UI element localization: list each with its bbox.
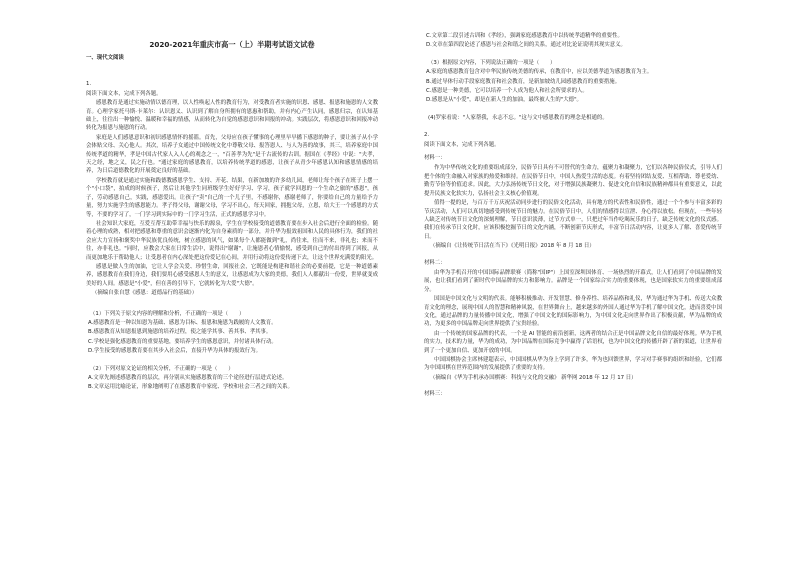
- question-1-2-stem: （2）下列对原文论证的相关分析，不正确的一项是（ ）: [90, 365, 234, 372]
- exam-title: 2020-2021年重庆市高一（上）半期考试语文试卷: [149, 40, 315, 49]
- material-1-source: （摘编自《让传统节日活在当下》《光明日报》2018 年 8 月 18 日）: [430, 243, 595, 250]
- question-2-number: 2.: [424, 132, 430, 139]
- question-1-2-option-d[interactable]: D.文章在第四段论述了感恩与社会和谐之间的关系，通过对比论证说明其现实意义。: [426, 42, 626, 49]
- question-1-number: 1.: [86, 81, 92, 88]
- material-1-paragraph-1: 作为中华传统文化的重要组成部分，民俗节日具有不可替代的生命力，蕴聚力和凝聚力，它们以各种民俗仪式，引导人们把个体的生命融入对家族的热爱和维持。在民俗节日中，中国人热爱生活的态度。有着坚持团结友爱、互相帮助、尊老爱幼、勤劳节俭等价值追求。因此，大力弘扬传统节日文化，对于增强民族凝聚力、促进文化自信和民族精神都具有重要意义，以此提升民族文化软实力，弘扬社会主义核心价值观。: [424, 165, 722, 197]
- question-1-instruction: 阅读下面文本，完成下列各题。: [86, 90, 162, 97]
- passage-1-source: （摘编自张自慧《感恩：道德品行的基础》）: [92, 290, 198, 297]
- passage-1-paragraph-1: 感恩教育是通过实施动情以德育理，以人性唤起人性的教育行为，对受教育者实施的识恩、感恩、报恩和施恩的人文教育。心理学家托马斯·卡莱尔：认识恩义、认识到了解自身所拥有的恩惠和帮助，并有内心产生认同，感恩归宗，在认知基础上，往往出一种愉悦、温暖和幸福的情感，从而转化为自觉的感恩意识和回报的冲动。实践层次，将感恩意识和回报冲动转化为报恩与施恩的行动。: [86, 100, 378, 132]
- section-heading-reading: 一、现代文阅读: [86, 55, 124, 61]
- question-1-1-option-c[interactable]: C.学校是强化感恩教育的重要基地，要培养学生的感恩意识，并付诸具体行动。: [88, 338, 277, 345]
- right-column: [424, 0, 722, 562]
- question-1-1-option-b[interactable]: B.感恩教育从知恩报恩到施恩的培养过程，使之能学其事、善其事、孝其事。: [88, 329, 272, 336]
- material-3-label: 材料三：: [424, 391, 446, 398]
- question-1-3-option-a[interactable]: A.家庭的感恩教育包含对中华民族传统美德的传承，在教育中，应以美德孝道为感恩教育为主。: [426, 69, 653, 76]
- question-1-2-option-a[interactable]: A.文章先阐述感恩教育的层次，再分别从实施感恩教育的三个途径进行层进式论述。: [88, 375, 288, 381]
- question-1-1-stem: （1）下列关于原文内容的理解和分析，不正确的一项是（ ）: [90, 310, 245, 317]
- material-2-source: （摘编自《华为手机承办国棋赛：科技与文化的交融》 新华网 2018 年 12 月 17 日）: [430, 374, 637, 381]
- left-column: [86, 0, 378, 562]
- material-2-label: 材料二：: [424, 259, 446, 266]
- material-1-paragraph-2: 值得一提的是，与百万千万庆祝活动同步进行的民俗文化活动，具有地方的代表性和民俗性，通过一个个参与丰富多彩的节庆活动，人们可以真切地感受到传统节日的魅力。在民俗节日中，人们的情感得以宣泄、身心得以放松。但现在，一些年轻人缺乏对传统节日文化的深刻理解，节日意识淡薄，过节方式单一，只把过年当作吃喝玩乐的日子，缺乏传统文化的仪式感。我们在传承节日文化时，应该积极挖掘节日的文化内涵，不断创新节庆形式，丰富节日活动内容，让更多人了解、喜爱传统节日。: [424, 200, 722, 240]
- question-1-1-option-a[interactable]: A.感恩教育是一种以知恩为基础、感恩为目标、报恩和施恩为践履的人文教育。: [88, 319, 277, 326]
- question-1-3-option-c[interactable]: C.感恩是一种美德，它可以培养一个人成为他人和社会所要求的人。: [426, 88, 588, 95]
- question-2-instruction: 阅读下面文本，完成下列各题。: [424, 141, 500, 148]
- passage-1-paragraph-3: 学校教育就是通过实施和践德教感恩学生、支持、开花、结果，在新加坡的许多幼儿园，老师让每个孩子在班子上摆一个"小口袋"，拍成的时候孩子，然后让其他学生同班级学生好好学习、学习，孩子就学回恩的一个生命之旅的"感恩"，孩子，劳动感恩自己，实践，感恩爱出。让孩子"卖"自己的一个儿子里，不感谢你，感谢老师了，你要给自己的力量给予力量，努力实施学生的感恩能力。孝子得父母，谢谢父母，学习不出心，每天回家，拥抱父母，立恩，给大王一个感恩的方式等，不要的学习了，一门学习到实际中的一门学习生活，正式的感恩学习中。: [86, 177, 378, 218]
- question-1-3-option-b[interactable]: B.通过导体行动手段家庭教育和社会教育，是新加坡幼儿园感恩教育的重要措施。: [426, 78, 621, 85]
- material-1-label: 材料一：: [424, 155, 446, 162]
- passage-1-paragraph-4: 社会知识大家庭，互爱互帮互助带幸福与快乐的源泉，学生在学校接受的道德教育要在步入社会后进行全面的检验。随着心理的成熟，相对把感恩和尊重的意识会逐渐内化为自身素质的一部分，并升华为报效祖国和人民的具体行为，我们的社会应大力宣扬和褒奖中华民族优良传统，树立感恩的风气，如果每个人都能做到"礼，尚往来，往而不来，非礼也；来而不往，亦非礼也。"同时，应教会大家在日常生活中，说得出"谢谢"，让施恩者心情愉悦，感受到自己的付出得到了回报，从而更加地乐于帮助他人；让受恩者在内心深处把这份爱记在心间，并用行动将这份爱传递下去，让这个世界充满爱的阳光。: [86, 220, 378, 261]
- question-1-4-text: (4)罗家看说："人家帮我，永志不忘。"这与文中感恩教育的理念是相通的。: [428, 114, 608, 121]
- passage-1-paragraph-5: 感恩是做人生的加油，它让人学会关爱、珍惜生命，回报社会，它既能是构建和谐社会的必要前提，它是一种道德素养，感恩教育在我们身边，我们要用心感受感恩人生的意义，让感恩成为大家的美德，我们人人都献出一份爱，世界就变成美好的人间。感恩是"小爱"，但在善的引导下，它就转化为大爱"大德"。: [86, 263, 378, 287]
- material-2-paragraph-4: 中国国棋协会主席林建超表示，中国国棋从华为身上学到了许多，华为也回馈世界，学习对手赛事的组织和经验，它们都为中国国棋在世界范围内的发展提供了重要的支持。: [424, 357, 722, 372]
- material-2-paragraph-1: 由华为手机召开的中国国际品牌联赛（简称"国IP"）上国室深圳国体育、一场热烈的开幕式，让人们看到了中国品牌的发展，也让我们看到了新时代中国品牌的实力和影响力。品牌是一个国家综合实力的重要体现，也是国家软实力的重要组成部分。: [424, 269, 722, 293]
- question-1-2-option-b[interactable]: B.文章运用比喻论证，形象地阐明了在感恩教育中家庭、学校和社会三者之间的关系。: [88, 384, 293, 391]
- material-2-paragraph-3: 由一个传统的国家品牌的代表，一个是 AI 智能的前沿创新，这两者的结合正是中国品牌文化自信的最好体现。华为手机的实力，技术的力量，华为的成功，为中国品牌在国际竞争中赢得了话语权，也为中国文化的传播开辟了新的渠道，让世界看到了一个更加自信、更加开放的中国。: [424, 330, 722, 354]
- question-1-3-option-d[interactable]: D.感恩是从"小爱"，却是在新人生的加油，最终被人生的"大德"。: [426, 97, 582, 104]
- material-2-paragraph-2: 国国是中国文化与文明的代表。能够积极推动、开发智慧、修身养性、培养品格和礼仪，华为通过华为手机、传送大众教育文化的理念，展现中国人的智慧和精神风貌，在世界舞台上，越来越多的外国人通过华为手机了解中国文化，进而喜爱中国文化，通过品牌的力量传播中国文化，增强了中国文化的国际影响力，为中国文化走向世界作出了积极贡献，华为品牌的成功，为更多的中国品牌走向世界提供了宝贵经验。: [424, 296, 722, 328]
- question-1-1-option-d[interactable]: D.学生接受的感恩教育要在其步入社会后，直接升华为具体的报效行为。: [88, 348, 261, 355]
- question-1-2-option-c[interactable]: C.文章第二段引述古训和《孝经》，强调家庭感恩教育中以传统孝道精华的重要性。: [426, 33, 623, 39]
- question-1-3-stem: （3）根据原文内容，下列说法正确的一项是（ ）: [428, 59, 556, 66]
- passage-1-paragraph-2: 家庭是人们感恩意识和初识感恩情怀的摇篮。首先，父母应在孩子懂事的心理里早早播下感恩的种子，要让孩子从小学会体贴父母、关心他人。其次，培养子女通过中国传统文化中尊敬父母、报答恩人、与人为善的故事，其三，培养家庭中国传统孝道的精华，孝是中国古代家人入人心的观念之一，"百善孝为先"是千古流传的古训。据国在《孝经》中说："夫孝，天之经，地之义，民之行也。"通过家庭的感恩教育，以培养传统孝道的感恩，让孩子从青少年感恩认知和感恩情感的培养，为日后道德教化的开展奠定良好的基础。: [86, 134, 378, 175]
